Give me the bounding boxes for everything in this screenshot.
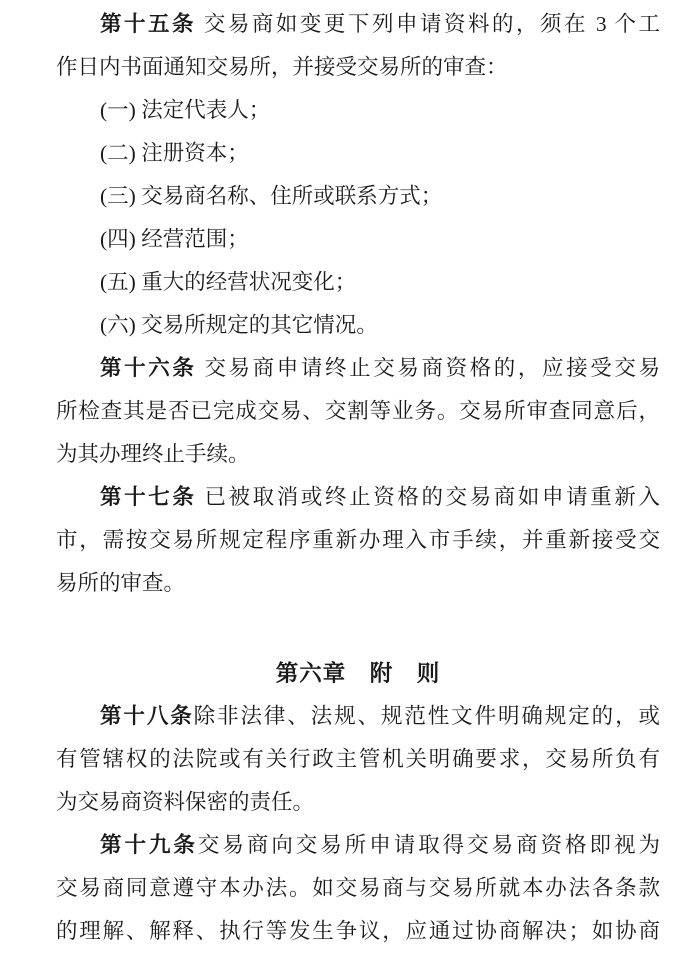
line-text: (六) 交易所规定的其它情况。 xyxy=(100,313,378,337)
paragraph-line xyxy=(56,824,660,867)
paragraph-line xyxy=(56,476,660,519)
line-text: 交易商申请终止交易商资格的，应接受交易 xyxy=(196,356,660,380)
line-text: 交易商如变更下列申请资料的，须在 3 个工 xyxy=(196,12,660,36)
line-text: (二) 注册资本； xyxy=(100,141,249,165)
line-text: (三) 交易商名称、住所或联系方式； xyxy=(100,184,443,208)
article-number: 第十五条 xyxy=(100,12,197,36)
section-spacer xyxy=(56,605,660,652)
paragraph-line xyxy=(56,562,660,605)
line-text: 所检查其是否已完成交易、交割等业务。交易所审查同意后， xyxy=(56,399,660,423)
list-item-line xyxy=(56,261,660,304)
list-item-line xyxy=(56,304,660,347)
line-text: 交易商向交易所申请取得交易商资格即视为 xyxy=(197,833,660,857)
line-text: 作日内书面通知交易所，并接受交易所的审查： xyxy=(56,55,508,79)
paragraph-line xyxy=(56,390,660,433)
paragraph-line xyxy=(56,910,660,953)
line-text: 市，需按交易所规定程序重新办理入市手续，并重新接受交 xyxy=(56,528,660,552)
line-text: (五) 重大的经营状况变化； xyxy=(100,270,357,294)
list-item-line xyxy=(56,175,660,218)
list-item-line xyxy=(56,218,660,261)
line-text: 为交易商资料保密的责任。 xyxy=(56,790,315,814)
line-text: 易所的审查。 xyxy=(56,571,186,595)
line-text: (四) 经营范围； xyxy=(100,227,249,251)
paragraph-line xyxy=(56,46,660,89)
paragraph-line xyxy=(56,347,660,390)
document-body xyxy=(56,3,660,953)
paragraph-line xyxy=(56,519,660,562)
article-number: 第十八条 xyxy=(100,704,194,728)
paragraph-line xyxy=(56,695,660,738)
line-text: 除非法律、法规、规范性文件明确规定的，或 xyxy=(193,704,660,728)
line-text: (一) 法定代表人； xyxy=(100,98,271,122)
line-text: 有管辖权的法院或有关行政主管机关明确要求，交易所负有 xyxy=(56,747,660,771)
article-number: 第十六条 xyxy=(100,356,197,380)
article-number: 第十七条 xyxy=(100,485,197,509)
chapter-heading: 第六章 附 则 xyxy=(275,661,441,686)
list-item-line xyxy=(56,132,660,175)
line-text: 的理解、解释、执行等发生争议，应通过协商解决；如协商 xyxy=(56,919,660,943)
line-text: 为其办理终止手续。 xyxy=(56,442,250,466)
paragraph-line xyxy=(56,867,660,910)
list-item-line xyxy=(56,89,660,132)
paragraph-line xyxy=(56,738,660,781)
paragraph-line xyxy=(56,3,660,46)
paragraph-line xyxy=(56,781,660,824)
line-text: 已被取消或终止资格的交易商如申请重新入 xyxy=(196,485,660,509)
line-text: 交易商同意遵守本办法。如交易商与交易所就本办法各条款 xyxy=(56,876,660,900)
article-number: 第十九条 xyxy=(100,833,198,857)
paragraph-line xyxy=(56,433,660,476)
